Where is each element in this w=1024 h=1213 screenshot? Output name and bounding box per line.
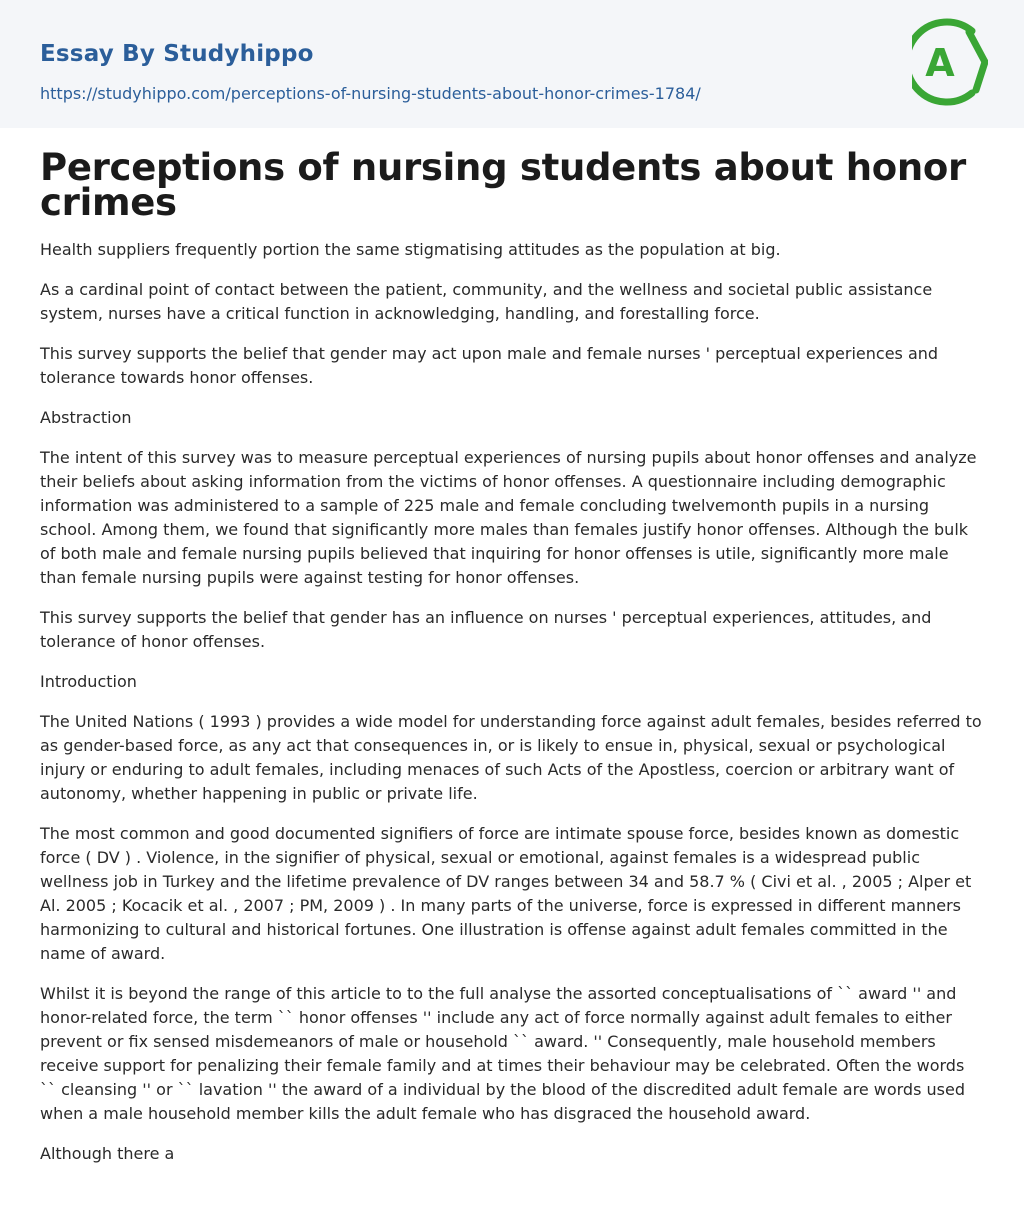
studyhippo-logo-icon[interactable] bbox=[912, 18, 988, 106]
paragraph: The intent of this survey was to measure perceptual experiences of nursing pupils about honor offenses and analyze their beliefs about asking information from the victims of honor offenses. A questionnaire including demographic information was administered to a sample of 225 male and female concluding twelvemonth pupils in a nursing school. Among them, we found that significantly more males than females justify honor offenses. Although the bulk of both male and female nursing pupils believed that inquiring for honor offenses is utile, significantly more male than female nursing pupils were against testing for honor offenses. bbox=[40, 448, 977, 587]
paragraph: The most common and good documented signifiers of force are intimate spouse force, besides known as domestic force ( DV ) . Violence, in the signifier of physical, sexual or emotional, against females is a widespread public wellness job in Turkey and the lifetime prevalence of DV ranges between 34 and 58.7 % ( Civi et al. , 2005 ; Alper et Al. 2005 ; Kocacik et al. , 2007 ; PM, 2009 ) . In many parts of the universe, force is expressed in different manners harmonizing to cultural and historical fortunes. One illustration is offense against adult females committed in the name of award. bbox=[40, 824, 972, 963]
article-body bbox=[0, 128, 1024, 1166]
site-brand[interactable]: Essay By Studyhippo bbox=[40, 41, 314, 67]
site-header bbox=[0, 0, 1024, 128]
logo-letter: A bbox=[925, 41, 955, 85]
paragraph: The United Nations ( 1993 ) provides a wide model for understanding force against adult females, besides referred to as gender-based force, as any act that consequences in, or is likely to ensue in, physical, sexual or psychological injury or enduring to adult females, including menaces of such Acts of the Apostless, coercion or arbitrary want of autonomy, whether happening in public or private life. bbox=[40, 712, 982, 803]
article-url-link[interactable]: https://studyhippo.com/perceptions-of-nursing-students-about-honor-crimes-1784/ bbox=[40, 84, 701, 103]
paragraph: Whilst it is beyond the range of this article to to the full analyse the assorted conceptualisations of `` award '' and honor-related force, the term `` honor offenses '' include any act of force normally against adult females to either prevent or fix sensed misdemeanors of male or household `` award. '' Consequently, male household members receive support for penalizing their female family and at times their behaviour may be celebrated. Often the words `` cleansing '' or `` lavation '' the award of a individual by the blood of the discredited adult female are words used when a male household member kills the adult female who has disgraced the household award. bbox=[40, 984, 965, 1123]
section-heading-introduction: Introduction bbox=[40, 672, 137, 691]
section-heading-abstraction: Abstraction bbox=[40, 408, 132, 427]
paragraph: This survey supports the belief that gender may act upon male and female nurses ' perceptual experiences and tolerance towards honor offenses. bbox=[40, 344, 939, 387]
paragraph: As a cardinal point of contact between the patient, community, and the wellness and societal public assistance system, nurses have a critical function in acknowledging, handling, and forestalling force. bbox=[40, 280, 933, 323]
article-title: Perceptions of nursing students about honor crimes bbox=[40, 146, 966, 224]
paragraph: This survey supports the belief that gender has an influence on nurses ' perceptual experiences, attitudes, and tolerance of honor offenses. bbox=[40, 608, 932, 651]
paragraph: Health suppliers frequently portion the same stigmatising attitudes as the population at big. bbox=[40, 240, 781, 259]
paragraph-truncated: Although there a bbox=[40, 1144, 175, 1163]
